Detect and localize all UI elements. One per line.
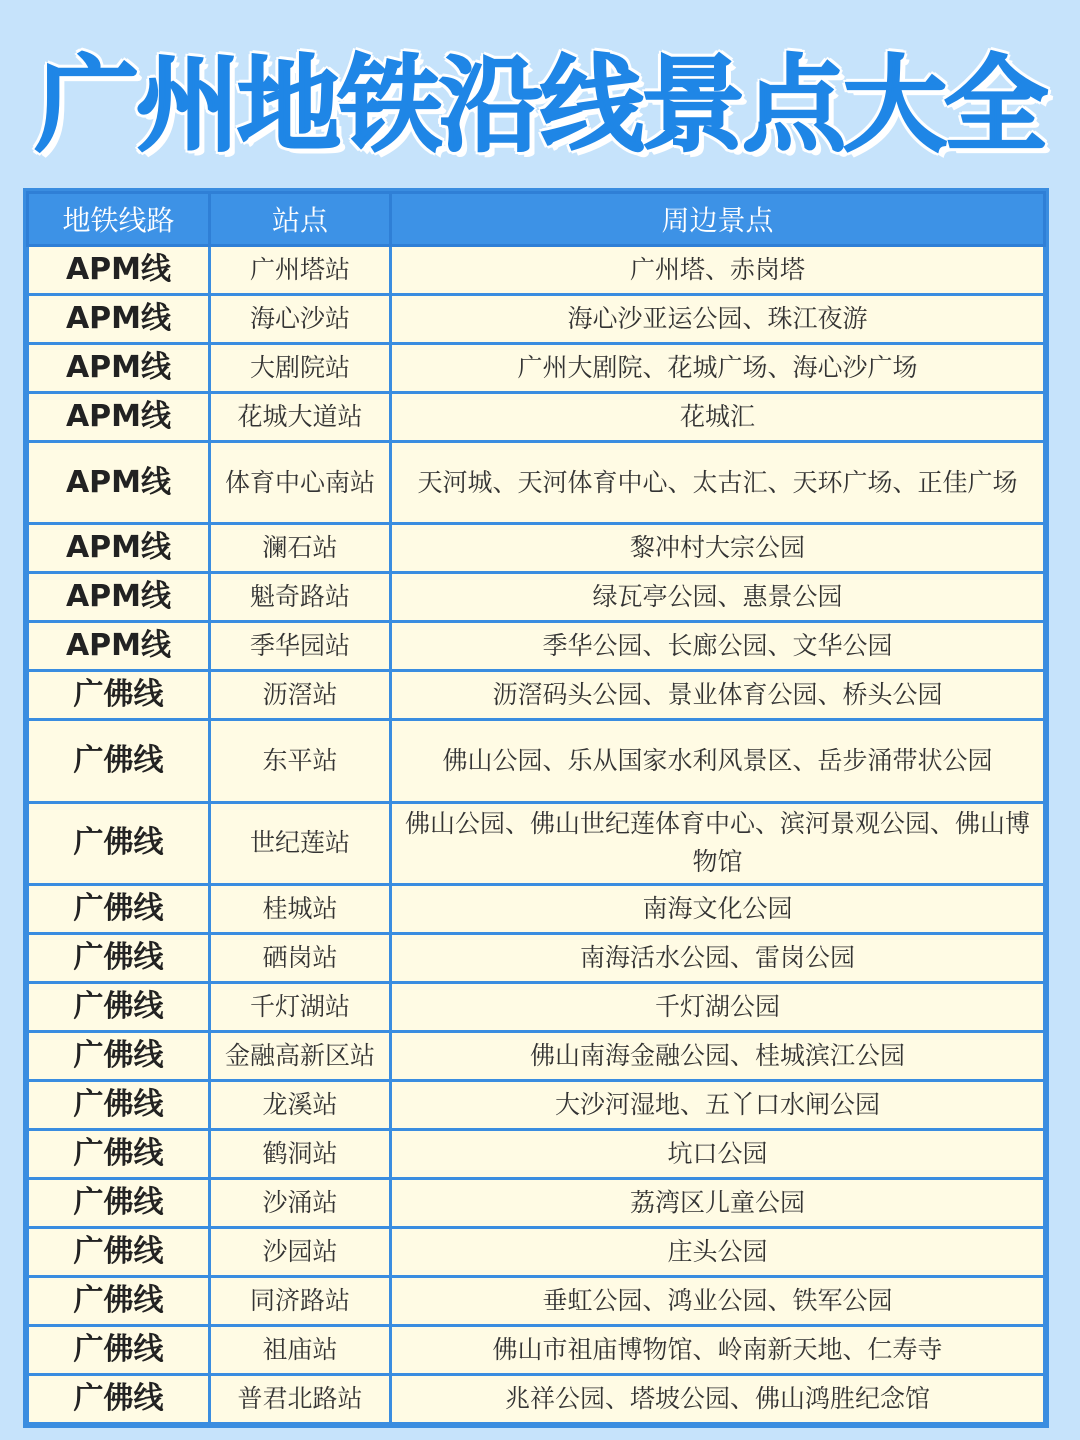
- header-station: 站点: [210, 193, 391, 246]
- header-line: 地铁线路: [28, 193, 210, 246]
- cell-line: APM线: [28, 392, 210, 441]
- table-row: [28, 1227, 1045, 1276]
- cell-station: 花城大道站: [210, 392, 391, 441]
- cell-station: 金融高新区站: [210, 1031, 391, 1080]
- cell-line: 广佛线: [28, 884, 210, 933]
- table-row: [28, 802, 1045, 884]
- cell-line: 广佛线: [28, 1227, 210, 1276]
- cell-station: 澜石站: [210, 524, 391, 573]
- table-row: [28, 1178, 1045, 1227]
- table-row: [28, 1031, 1045, 1080]
- table-row: [28, 343, 1045, 392]
- cell-station: 东平站: [210, 720, 391, 802]
- cell-sights: 广州大剧院、花城广场、海心沙广场: [391, 343, 1045, 392]
- cell-sights: 南海文化公园: [391, 884, 1045, 933]
- table-row: [28, 1129, 1045, 1178]
- header-sights: 周边景点: [391, 193, 1045, 246]
- cell-line: APM线: [28, 294, 210, 343]
- cell-sights: 荔湾区儿童公园: [391, 1178, 1045, 1227]
- table-row: [28, 246, 1045, 295]
- table-row: [28, 884, 1045, 933]
- cell-station: 季华园站: [210, 622, 391, 671]
- cell-line: APM线: [28, 524, 210, 573]
- cell-station: 大剧院站: [210, 343, 391, 392]
- table-row: [28, 1374, 1045, 1423]
- cell-line: APM线: [28, 441, 210, 523]
- cell-line: APM线: [28, 246, 210, 295]
- cell-station: 体育中心南站: [210, 441, 391, 523]
- cell-line: 广佛线: [28, 933, 210, 982]
- cell-line: 广佛线: [28, 1374, 210, 1423]
- table-header-row: [28, 193, 1045, 246]
- cell-sights: 千灯湖公园: [391, 982, 1045, 1031]
- table-row: [28, 720, 1045, 802]
- cell-sights: 兆祥公园、塔坡公园、佛山鸿胜纪念馆: [391, 1374, 1045, 1423]
- table-row: [28, 573, 1045, 622]
- cell-sights: 佛山公园、乐从国家水利风景区、岳步涌带状公园: [391, 720, 1045, 802]
- table-row: [28, 441, 1045, 523]
- cell-line: 广佛线: [28, 982, 210, 1031]
- cell-sights: 沥滘码头公园、景业体育公园、桥头公园: [391, 671, 1045, 720]
- cell-sights: 南海活水公园、雷岗公园: [391, 933, 1045, 982]
- cell-line: 广佛线: [28, 671, 210, 720]
- cell-sights: 佛山南海金融公园、桂城滨江公园: [391, 1031, 1045, 1080]
- cell-line: 广佛线: [28, 720, 210, 802]
- cell-sights: 佛山公园、佛山世纪莲体育中心、滨河景观公园、佛山博物馆: [391, 802, 1045, 884]
- cell-station: 鹤洞站: [210, 1129, 391, 1178]
- table-row: [28, 982, 1045, 1031]
- cell-station: 祖庙站: [210, 1325, 391, 1374]
- attractions-table: [23, 188, 1049, 1428]
- cell-sights: 大沙河湿地、五丫口水闸公园: [391, 1080, 1045, 1129]
- cell-sights: 广州塔、赤岗塔: [391, 246, 1045, 295]
- cell-station: 广州塔站: [210, 246, 391, 295]
- table-row: [28, 524, 1045, 573]
- cell-station: 龙溪站: [210, 1080, 391, 1129]
- cell-sights: 黎冲村大宗公园: [391, 524, 1045, 573]
- cell-station: 魁奇路站: [210, 573, 391, 622]
- table-row: [28, 671, 1045, 720]
- cell-line: APM线: [28, 343, 210, 392]
- cell-station: 沙园站: [210, 1227, 391, 1276]
- cell-sights: 坑口公园: [391, 1129, 1045, 1178]
- cell-station: 千灯湖站: [210, 982, 391, 1031]
- cell-sights: 天河城、天河体育中心、太古汇、天环广场、正佳广场: [391, 441, 1045, 523]
- cell-line: 广佛线: [28, 802, 210, 884]
- cell-line: APM线: [28, 573, 210, 622]
- cell-sights: 海心沙亚运公园、珠江夜游: [391, 294, 1045, 343]
- cell-line: 广佛线: [28, 1178, 210, 1227]
- table-row: [28, 933, 1045, 982]
- cell-line: 广佛线: [28, 1276, 210, 1325]
- cell-station: 普君北路站: [210, 1374, 391, 1423]
- cell-station: 沙涌站: [210, 1178, 391, 1227]
- table-row: [28, 392, 1045, 441]
- table-row: [28, 622, 1045, 671]
- cell-line: 广佛线: [28, 1129, 210, 1178]
- cell-sights: 垂虹公园、鸿业公园、铁军公园: [391, 1276, 1045, 1325]
- table-row: [28, 294, 1045, 343]
- cell-sights: 绿瓦亭公园、惠景公园: [391, 573, 1045, 622]
- cell-station: 沥滘站: [210, 671, 391, 720]
- cell-sights: 佛山市祖庙博物馆、岭南新天地、仁寿寺: [391, 1325, 1045, 1374]
- table-row: [28, 1325, 1045, 1374]
- cell-station: 桂城站: [210, 884, 391, 933]
- page-title: 广州地铁沿线景点大全: [34, 44, 1045, 166]
- cell-line: 广佛线: [28, 1031, 210, 1080]
- cell-station: 世纪莲站: [210, 802, 391, 884]
- cell-station: 硒岗站: [210, 933, 391, 982]
- table-row: [28, 1080, 1045, 1129]
- cell-station: 海心沙站: [210, 294, 391, 343]
- cell-sights: 花城汇: [391, 392, 1045, 441]
- cell-sights: 季华公园、长廊公园、文华公园: [391, 622, 1045, 671]
- cell-line: 广佛线: [28, 1325, 210, 1374]
- table-row: [28, 1276, 1045, 1325]
- cell-line: APM线: [28, 622, 210, 671]
- cell-station: 同济路站: [210, 1276, 391, 1325]
- cell-sights: 庄头公园: [391, 1227, 1045, 1276]
- cell-line: 广佛线: [28, 1080, 210, 1129]
